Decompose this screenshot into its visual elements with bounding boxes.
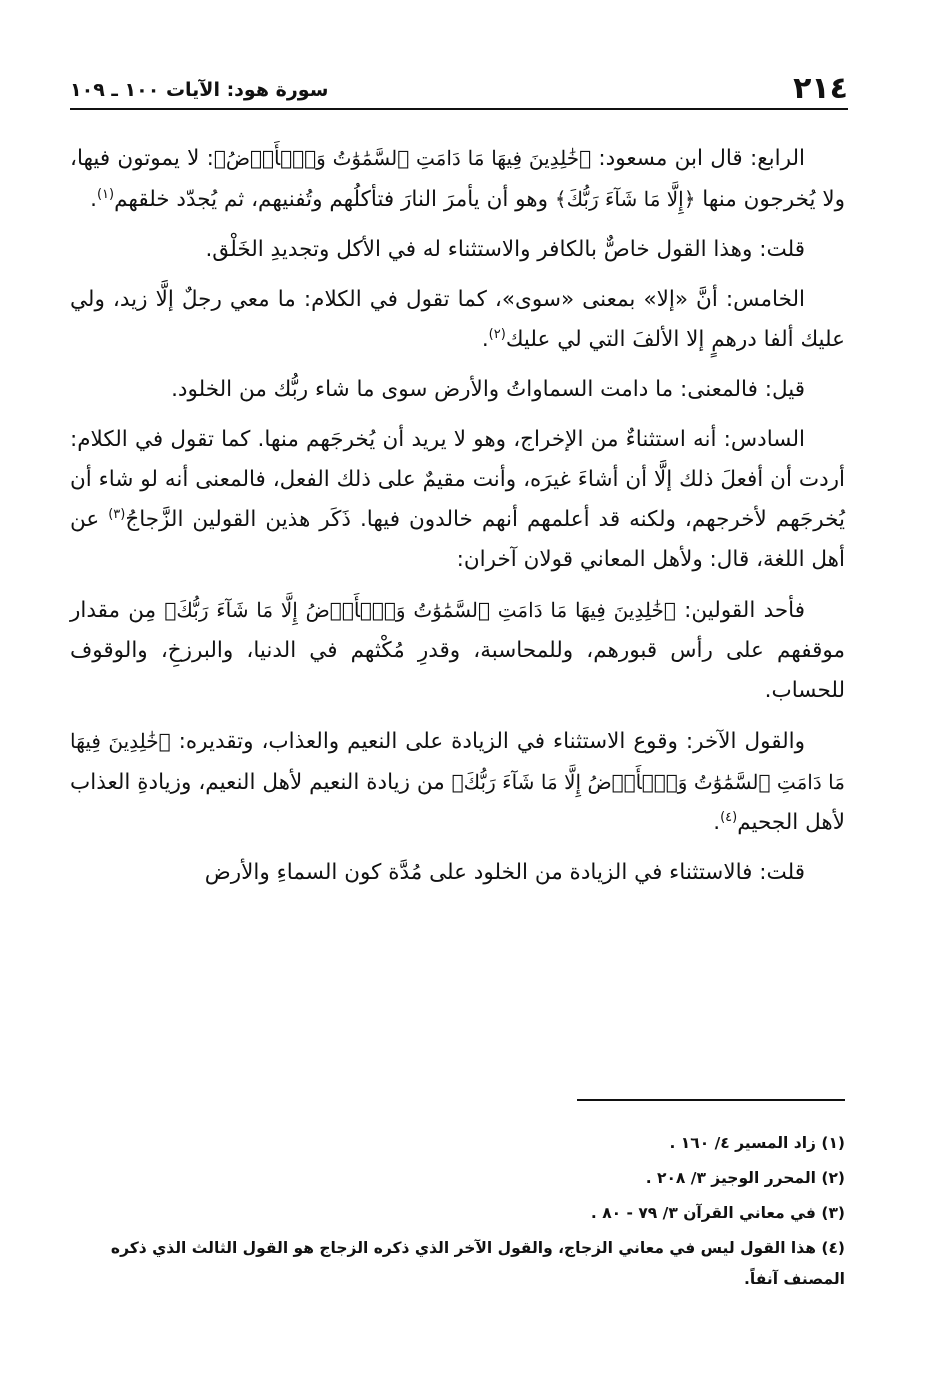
footnote-separator — [577, 1099, 845, 1101]
text-run: السادس: أنه استثناءٌ من الإخراج، وهو لا يريد أن يُخرجَهم منها. كما تقول في الكلام: أردت أن أفعلَ ذلك إلَّا أن أشاءَ غيرَه، وأنت مقيمٌ على ذلك الفعل، فالمعنى أنه لو شاء أن يُخرجَهم لأخرجهم، ولكنه قد أعلمهم أنهم خالدون فيها. ذَكَر هذين القولين الزَّجاجُ — [70, 427, 845, 532]
paragraph-comment — [70, 230, 845, 270]
page-number: ٢١٤ — [793, 71, 848, 106]
text-run: قلت: وهذا القول خاصٌّ بالكافر والاستثناء له في الأكل وتجديدِ الخَلْق. — [205, 237, 805, 262]
text-run: . — [481, 327, 489, 352]
footnote-marker: (٣) — [108, 506, 126, 522]
quran-verse: ﴿خَٰلِدِينَ فِيهَا مَا دَامَتِ ٱلسَّمَٰوَٰتُ وَٱلۡأَرۡضُ إِلَّا مَا شَآءَ رَبُّكَ﴾ — [70, 729, 845, 794]
quran-verse: ﴿خَٰلِدِينَ فِيهَا مَا دَامَتِ ٱلسَّمَٰوَٰتُ وَٱلۡأَرۡضُ إِلَّا مَا شَآءَ رَبُّكَ﴾ — [164, 598, 676, 622]
text-run: الرابع: قال ابن مسعود: — [591, 146, 805, 171]
quran-verse: ﴿إِلَّا مَا شَآءَ رَبُّكَ﴾ — [554, 187, 696, 211]
text-run: فأحد القولين: — [675, 598, 805, 623]
footnote-3: (٣) في معاني القرآن ٣/ ٧٩ - ٨٠ . — [590, 1204, 845, 1222]
text-run: وهو أن يأمرَ النارَ فتأكلُهم وتُفنيهم، ثم يُجدّد خلقهم — [114, 187, 555, 212]
paragraph-first-saying — [70, 590, 845, 711]
running-title: سورة هود: الآيات ١٠٠ ـ ١٠٩ — [70, 79, 329, 101]
text-run: . — [713, 810, 721, 835]
paragraph-meaning — [70, 370, 845, 410]
footnote-4: (٤) هذا القول ليس في معاني الزجاج، والقول الآخر الذي ذكره الزجاج هو القول الثالث الذي ذكره المصنف آنفاً. — [110, 1239, 845, 1288]
text-run: الخامس: أنَّ «إلا» بمعنى «سوى»، كما تقول في الكلام: ما معي رجلٌ إلَّا زيد، ولي عليك ألفا درهمٍ إلا الألفَ التي لي عليك — [70, 287, 845, 352]
footnotes — [70, 1128, 845, 1299]
paragraph-fourth-opinion — [70, 138, 845, 220]
text-run: مِن مقدار موقفهم على رأس قبورهم، وللمحاسبة، وقدرِ مُكْثهم في الدنيا، والبرزخِ، والوقوف للحساب. — [70, 598, 845, 703]
quran-verse: ﴿خَٰلِدِينَ فِيهَا مَا دَامَتِ ٱلسَّمَٰوَٰتُ وَٱلۡأَرۡضُ﴾ — [213, 146, 592, 170]
page-header — [70, 62, 848, 110]
text-run: والقول الآخر: وقوع الاستثناء في الزيادة على النعيم والعذاب، وتقديره: — [170, 729, 805, 754]
footnote-2: (٢) المحرر الوجيز ٣/ ٢٠٨ . — [645, 1169, 845, 1187]
footnote-marker: (٤) — [720, 809, 738, 825]
main-text — [70, 138, 845, 903]
text-run: عن أهل اللغة، قال: ولأهل المعاني قولان آخران: — [70, 507, 845, 572]
footnote-marker: (٢) — [488, 326, 506, 342]
footnote-1: (١) زاد المسير ٤/ ١٦٠ . — [669, 1134, 845, 1152]
text-run: : لا يموتون فيها، ولا يُخرجون منها — [70, 146, 845, 212]
paragraph-other-saying — [70, 721, 845, 843]
paragraph-sixth-opinion — [70, 420, 845, 580]
paragraph-final-comment — [70, 853, 845, 893]
text-run: . — [90, 187, 97, 212]
footnote-marker: (١) — [96, 186, 115, 202]
paragraph-fifth-opinion — [70, 280, 845, 360]
text-run: من زيادة النعيم لأهل النعيم، وزيادةِ العذاب لأهل الجحيم — [70, 770, 845, 835]
text-run: قلت: فالاستثناء في الزيادة من الخلود على مُدَّة كون السماءِ والأرض — [204, 860, 805, 885]
text-run: قيل: فالمعنى: ما دامت السماواتُ والأرض سوى ما شاء ربُّك من الخلود. — [171, 377, 805, 402]
